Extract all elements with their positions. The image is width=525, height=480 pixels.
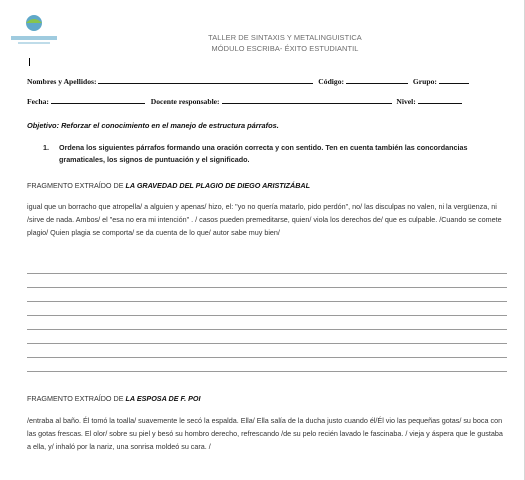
- instruction-item: [27, 142, 512, 166]
- text-cursor: [29, 58, 30, 66]
- name-label: Nombres y Apellidos:: [27, 77, 97, 86]
- answer-line[interactable]: [27, 329, 507, 330]
- objective: Objetivo: Reforzar el conocimiento en el manejo de estructura párrafos.: [27, 121, 279, 130]
- fragment1-heading: [27, 181, 310, 190]
- answer-line[interactable]: [27, 357, 507, 358]
- fragment2-heading: [27, 394, 200, 403]
- answer-line[interactable]: [27, 287, 507, 288]
- fragment2-title: LA ESPOSA DE F. POI: [125, 394, 201, 403]
- teacher-label: Docente responsable:: [150, 97, 220, 106]
- header-title-line1: TALLER DE SINTAXIS Y METALINGUISTICA: [208, 33, 362, 42]
- instruction-number: 1.: [43, 143, 49, 152]
- fragment2-prefix: FRAGMENTO EXTRAÍDO DE: [27, 394, 126, 403]
- level-field[interactable]: [418, 96, 462, 104]
- fragment1-text: igual que un borracho que atropella/ a alguien y apenas/ hizo, el: "yo no quería matarlo, pido perdón", no/ las disculpas no valen, ni la vergüenza, ni /sirve de nada. Ambos/ el "esa no era mi intención" . / casos pueden premeditarse, quien/ viola los derechos de/ que es culpable. /Cuando se comete plagio/ Quien plagia se comporta/ se da cuenta de lo que/ autor sabe muy bien/: [27, 202, 502, 238]
- instruction-text: Ordena los siguientes párrafos formando una oración correcta y con sentido. Ten en cuenta también las concordancias gramaticales, los signos de puntuación y el significado.: [59, 143, 468, 164]
- header-title-line2: MÓDULO ESCRIBA- ÉXITO ESTUDIANTIL: [211, 44, 359, 53]
- fragment1-title: LA GRAVEDAD DEL PLAGIO DE DIEGO ARISTIZÁBAL: [125, 181, 310, 190]
- answer-line[interactable]: [27, 273, 507, 274]
- institution-logo: [8, 12, 60, 48]
- student-info-row2: [27, 96, 462, 106]
- fragment1-prefix: FRAGMENTO EXTRAÍDO DE: [27, 181, 126, 190]
- code-label: Código:: [318, 77, 345, 86]
- group-label: Grupo:: [412, 77, 437, 86]
- date-field[interactable]: [51, 96, 145, 104]
- answer-line[interactable]: [27, 371, 507, 372]
- answer-line[interactable]: [27, 343, 507, 344]
- fragment2-text: /entraba al baño. Él tomó la toalla/ suavemente le secó la espalda. Ella/ Ella salía de la ducha justo cuando él/Él vio las pequeñas gotas/ su boca con las gotas frescas. El olor/ sobre su piel y besó su hombro derecho, refrescando /de su pelo recién lavado le fascinaba. / vieja y áspera que le gustaba a ella, y/ inhaló por la nariz, una sonrisa moldeó su cara. /: [27, 416, 503, 452]
- group-field[interactable]: [439, 76, 469, 84]
- answer-line[interactable]: [27, 315, 507, 316]
- answer-line[interactable]: [27, 301, 507, 302]
- name-field[interactable]: [98, 76, 313, 84]
- student-info-row1: [27, 76, 469, 86]
- teacher-field[interactable]: [222, 96, 392, 104]
- date-label: Fecha:: [27, 97, 49, 106]
- code-field[interactable]: [346, 76, 408, 84]
- level-label: Nivel:: [396, 97, 416, 106]
